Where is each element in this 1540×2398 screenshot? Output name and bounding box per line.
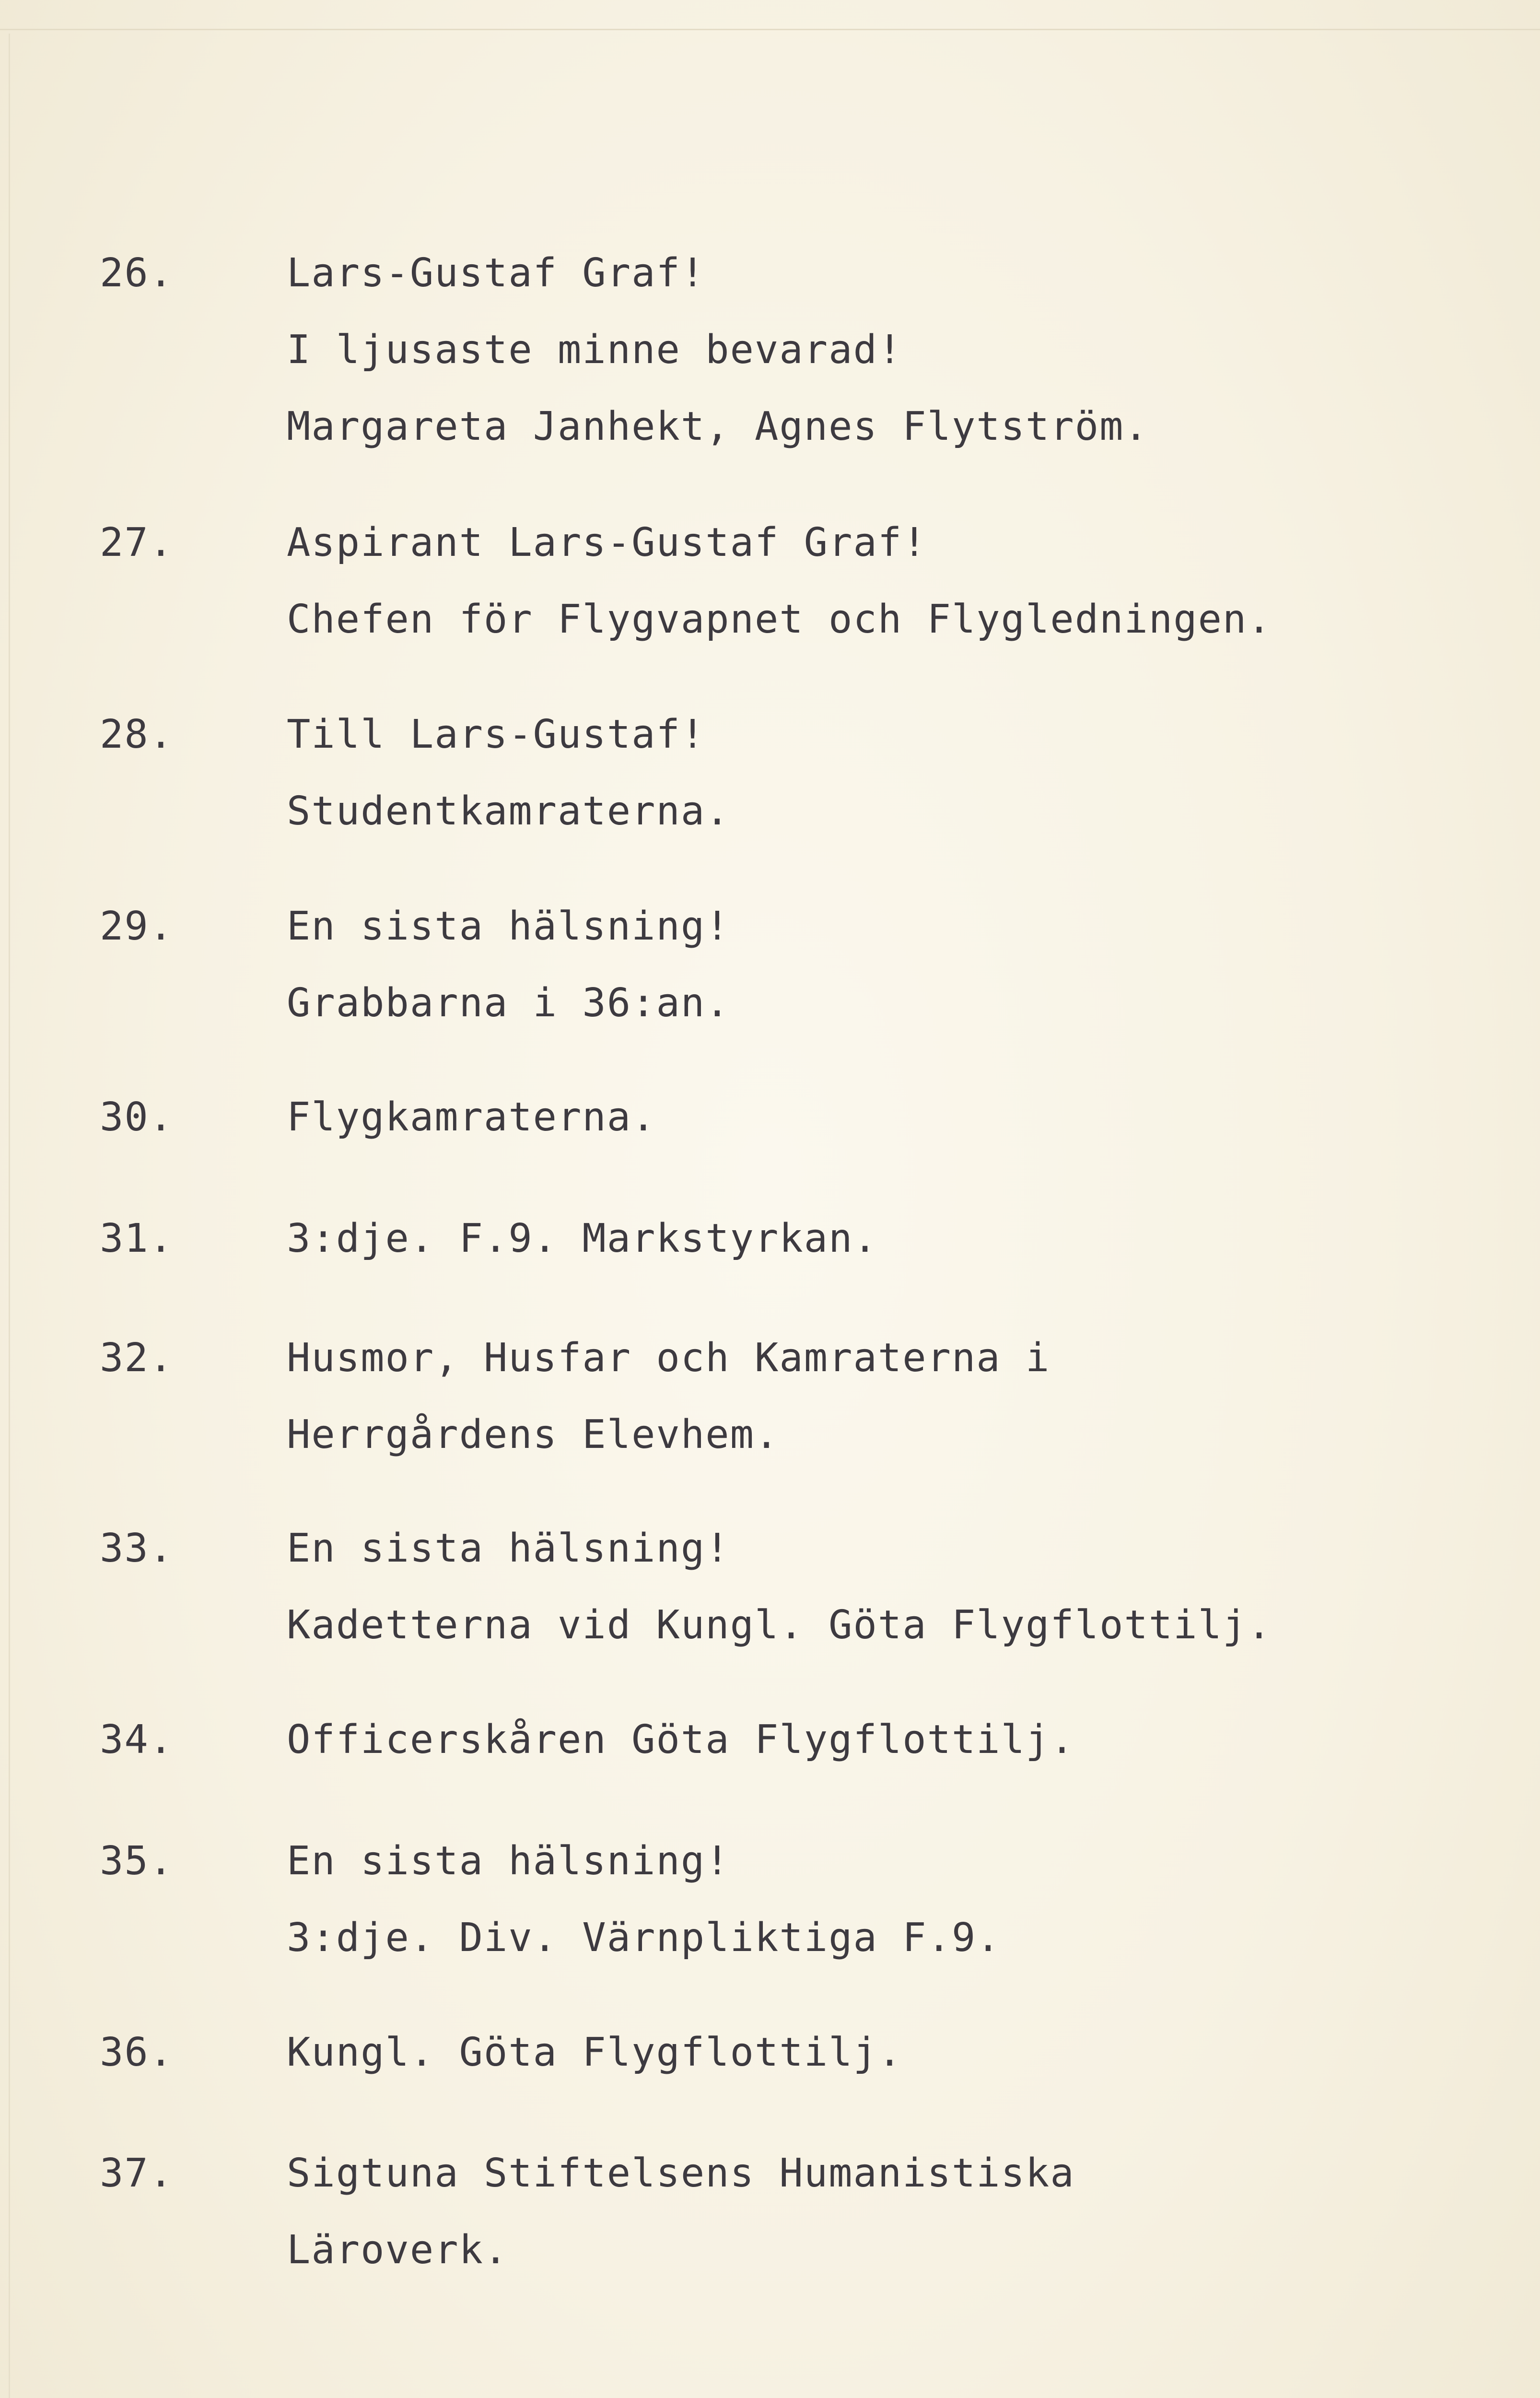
entry-line: Officerskåren Göta Flygflottilj. xyxy=(287,1717,1075,1763)
entry-number: 28. xyxy=(100,712,174,757)
entry-number: 29. xyxy=(100,904,174,949)
entry-number: 36. xyxy=(100,2030,174,2075)
entry-line: Studentkamraterna. xyxy=(287,788,730,834)
entry-line: Till Lars-Gustaf! xyxy=(287,712,706,757)
entry-text xyxy=(287,505,1272,658)
entry-line: Husmor, Husfar och Kamraterna i xyxy=(287,1335,1050,1381)
entry-text xyxy=(287,888,730,1042)
entry-text xyxy=(287,1079,656,1156)
entry-text xyxy=(287,2135,1075,2289)
entry-number: 31. xyxy=(100,1216,174,1261)
entry-line: Kadetterna vid Kungl. Göta Flygflottilj. xyxy=(287,1602,1272,1648)
entry-line: 3:dje. Div. Värnpliktiga F.9. xyxy=(287,1915,1001,1961)
entry-line: Aspirant Lars-Gustaf Graf! xyxy=(287,520,927,565)
entry-number: 34. xyxy=(100,1717,174,1763)
entry-line: Herrgårdens Elevhem. xyxy=(287,1412,780,1458)
entry-line: Läroverk. xyxy=(287,2227,509,2273)
entry-number: 30. xyxy=(100,1094,174,1140)
entry-line: Kungl. Göta Flygflottilj. xyxy=(287,2030,903,2075)
entry-line: En sista hälsning! xyxy=(287,1838,730,1884)
entry-line: Chefen för Flygvapnet och Flygledningen. xyxy=(287,597,1272,642)
entry-text xyxy=(287,1320,1050,1473)
entry-number: 37. xyxy=(100,2151,174,2196)
entry-text xyxy=(287,1510,1272,1664)
entry-line: Grabbarna i 36:an. xyxy=(287,980,730,1026)
entry-number: 35. xyxy=(100,1838,174,1884)
entry-text xyxy=(287,1702,1075,1778)
entry-text xyxy=(287,1200,878,1277)
entry-number: 32. xyxy=(100,1335,174,1381)
entry-line: En sista hälsning! xyxy=(287,1526,730,1571)
entry-text xyxy=(287,696,730,850)
entry-line: Margareta Janhekt, Agnes Flytström. xyxy=(287,404,1149,449)
entry-text xyxy=(287,235,1149,465)
entry-text xyxy=(287,2014,902,2091)
entry-line: Sigtuna Stiftelsens Humanistiska xyxy=(287,2151,1075,2196)
entry-number: 33. xyxy=(100,1526,174,1571)
entry-line: Flygkamraterna. xyxy=(287,1094,656,1140)
entry-line: En sista hälsning! xyxy=(287,904,730,949)
entry-number: 26. xyxy=(100,250,174,296)
entry-text xyxy=(287,1823,1001,1976)
entry-number: 27. xyxy=(100,520,174,565)
entry-line: Lars-Gustaf Graf! xyxy=(287,250,706,296)
entry-line: 3:dje. F.9. Markstyrkan. xyxy=(287,1216,878,1261)
entry-line: I ljusaste minne bevarad! xyxy=(287,327,903,373)
